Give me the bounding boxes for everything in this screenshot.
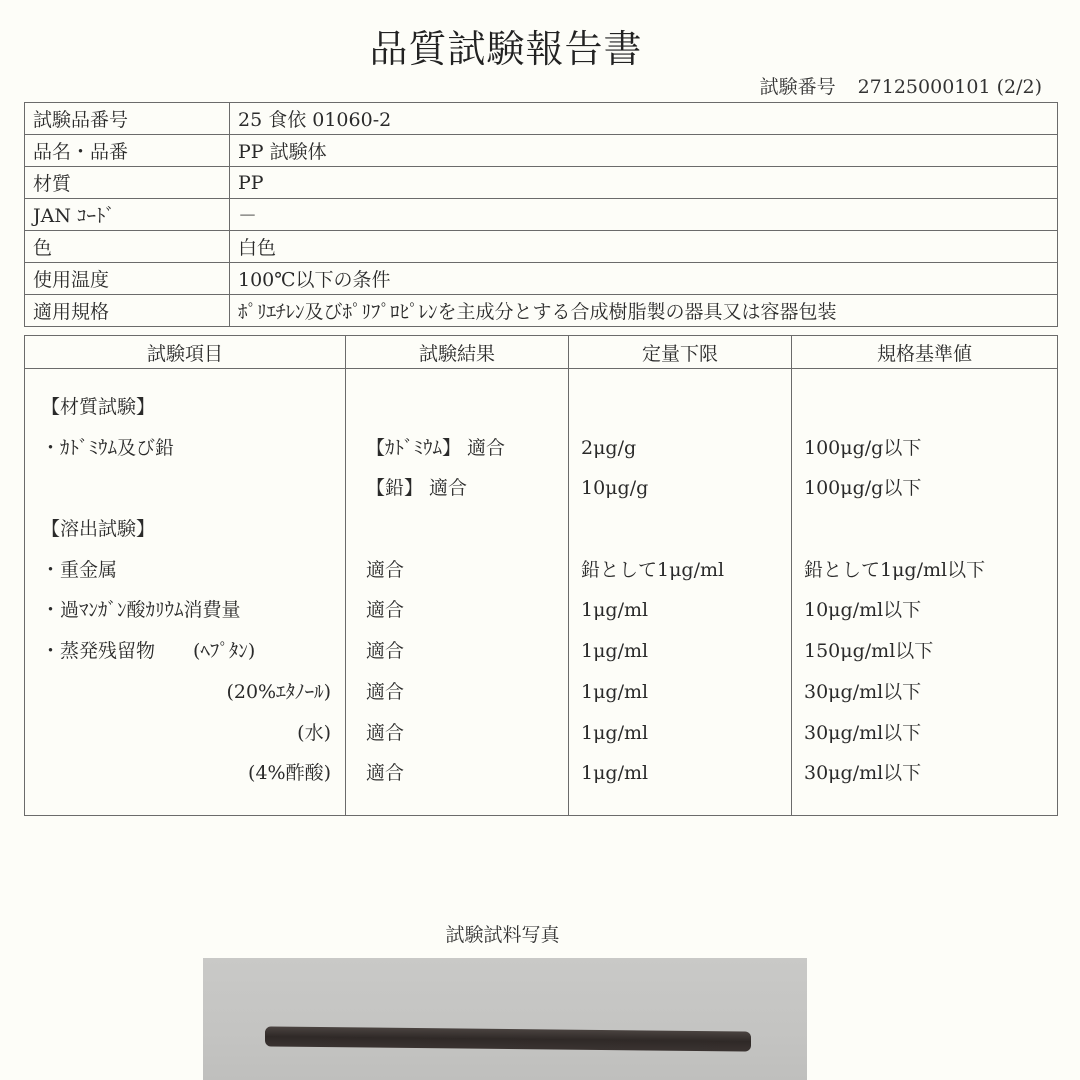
quantification-limit-cell: 1μg/ml <box>581 640 649 663</box>
test-item-cell: ・ｶﾄﾞﾐｳﾑ及び鉛 <box>41 436 175 459</box>
info-value: 100℃以下の条件 <box>230 263 1058 295</box>
test-item-cell: (20%ｴﾀﾉｰﾙ) <box>226 680 331 703</box>
test-item-cell: 【材質試験】 <box>41 396 156 418</box>
test-item-cell: (4%酢酸) <box>248 762 331 785</box>
standard-value-cell: 30μg/ml以下 <box>804 721 922 744</box>
test-item-cell: ・重金属 <box>41 558 118 581</box>
quantification-limit-column <box>569 369 792 816</box>
photo-caption: 試験試料写真 <box>445 924 560 946</box>
info-row <box>25 263 1058 295</box>
test-item-cell <box>25 468 345 509</box>
info-value: PP <box>230 167 1058 199</box>
test-result-cell: 適合 <box>366 558 405 581</box>
standard-value-cell <box>792 509 1057 550</box>
standard-value-cell: 10μg/ml以下 <box>804 599 922 622</box>
sample-info-table <box>24 102 1058 327</box>
header-standard-value: 規格基準値 <box>792 336 1058 369</box>
quantification-limit-cell <box>569 509 791 550</box>
info-row <box>25 295 1058 327</box>
report-title: 品質試験報告書 <box>369 27 643 71</box>
sample-photo <box>203 958 807 1080</box>
test-result-cell: 適合 <box>366 680 405 703</box>
info-key: 適用規格 <box>25 295 230 327</box>
test-result-cell <box>346 387 568 428</box>
info-key: JAN ｺｰﾄﾞ <box>25 199 230 231</box>
sample-rod-image <box>265 1026 751 1051</box>
header-quantification-limit: 定量下限 <box>569 336 792 369</box>
quantification-limit-cell <box>569 387 791 428</box>
test-result-column <box>346 369 569 816</box>
info-value: 25 食依 01060-2 <box>230 103 1058 135</box>
info-value: ﾎﾟﾘｴﾁﾚﾝ及びﾎﾟﾘﾌﾟﾛﾋﾟﾚﾝを主成分とする合成樹脂製の器具又は容器包装 <box>230 295 1058 327</box>
header-test-result: 試験結果 <box>346 336 569 369</box>
test-result-cell: 適合 <box>366 762 405 785</box>
test-result-cell: 【鉛】 適合 <box>366 477 468 500</box>
quantification-limit-cell: 2μg/g <box>581 436 637 459</box>
info-key: 材質 <box>25 167 230 199</box>
test-result-cell: 【ｶﾄﾞﾐｳﾑ】 適合 <box>366 436 506 459</box>
test-result-cell: 適合 <box>366 721 405 744</box>
test-number-value: 27125000101 (2/2) <box>857 76 1042 98</box>
test-item-cell: 【溶出試験】 <box>41 518 156 541</box>
test-item-column <box>25 369 346 816</box>
standard-value-cell: 100μg/g以下 <box>804 436 922 459</box>
standard-value-cell: 30μg/ml以下 <box>804 762 922 785</box>
test-item-cell: (水) <box>297 721 331 744</box>
test-results-table <box>24 335 1058 816</box>
info-value: 白色 <box>230 231 1058 263</box>
standard-value-cell <box>792 387 1057 428</box>
quantification-limit-cell: 1μg/ml <box>581 762 649 785</box>
test-result-cell: 適合 <box>366 599 405 622</box>
info-value: － <box>230 199 1058 231</box>
info-row <box>25 135 1058 167</box>
info-value: PP 試験体 <box>230 135 1058 167</box>
info-row <box>25 199 1058 231</box>
quantification-limit-cell: 1μg/ml <box>581 721 649 744</box>
info-row <box>25 231 1058 263</box>
test-number-label: 試験番号 <box>759 76 836 98</box>
standard-value-cell: 鉛として1μg/ml以下 <box>804 558 986 581</box>
quantification-limit-cell: 鉛として1μg/ml <box>581 558 725 581</box>
quantification-limit-cell: 1μg/ml <box>581 680 649 703</box>
standard-value-cell: 150μg/ml以下 <box>804 640 934 663</box>
info-key: 品名・品番 <box>25 135 230 167</box>
quantification-limit-cell: 10μg/g <box>581 477 649 500</box>
header-test-item: 試験項目 <box>25 336 346 369</box>
results-body-row <box>25 369 1058 816</box>
results-header-row <box>25 336 1058 369</box>
standard-value-column <box>792 369 1058 816</box>
info-row <box>25 167 1058 199</box>
info-row <box>25 103 1058 135</box>
test-result-cell <box>346 509 568 550</box>
info-key: 試験品番号 <box>25 103 230 135</box>
test-item-cell: ・蒸発残留物 (ﾍﾌﾟﾀﾝ) <box>41 640 256 663</box>
info-key: 色 <box>25 231 230 263</box>
test-number <box>760 72 1042 99</box>
standard-value-cell: 30μg/ml以下 <box>804 680 922 703</box>
standard-value-cell: 100μg/g以下 <box>804 477 922 500</box>
test-item-cell: ・過ﾏﾝｶﾞﾝ酸ｶﾘｳﾑ消費量 <box>41 599 241 622</box>
quantification-limit-cell: 1μg/ml <box>581 599 649 622</box>
info-key: 使用温度 <box>25 263 230 295</box>
test-result-cell: 適合 <box>366 640 405 663</box>
